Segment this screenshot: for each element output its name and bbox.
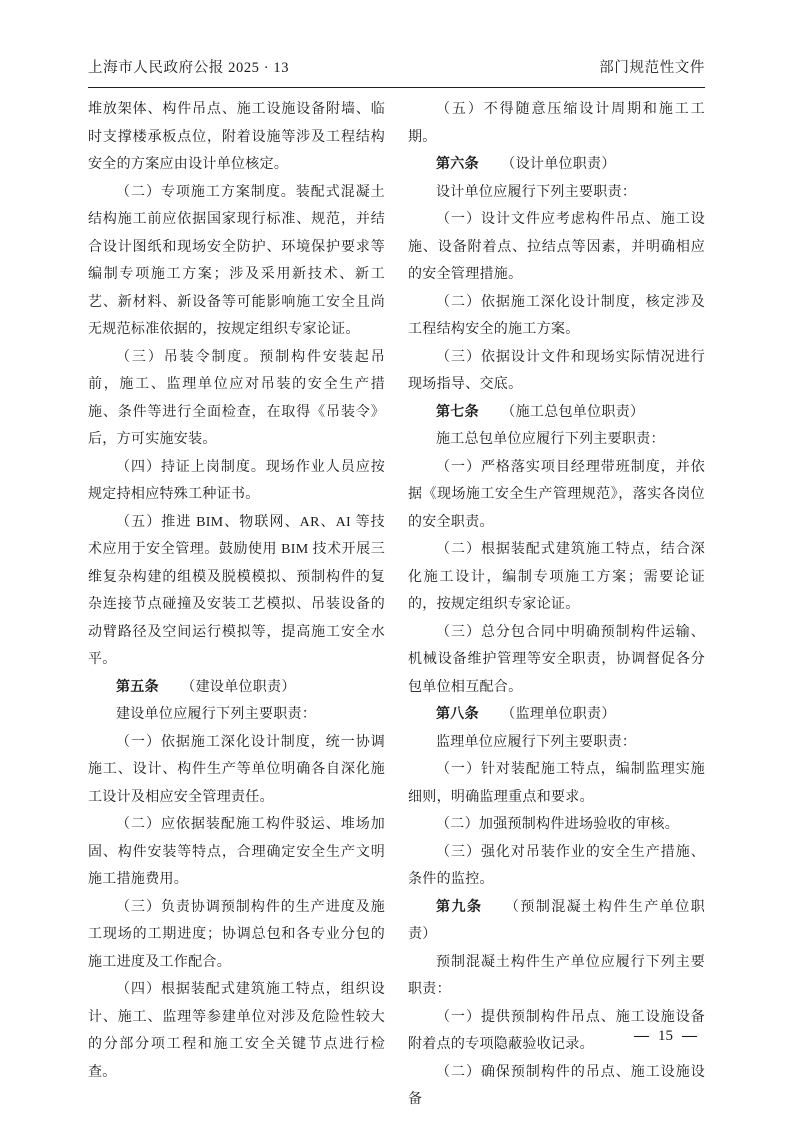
paragraph-text: （一）严格落实项目经理带班制度，并依据《现场施工安全生产管理规范》，落实各岗位的安全职责。 [408,459,705,530]
paragraph-text: （一）设计文件应考虑构件吊点、施工设施、设备附着点、拉结点等因素，并明确相应的安全管理措施。 [408,212,705,282]
paragraph [88,454,385,509]
paragraph-text: （四）持证上岗制度。现场作业人员应按规定持相应特殊工种证书。 [88,459,385,502]
paragraph [408,344,705,399]
paragraph [408,536,705,619]
paragraph-text: （四）根据装配式建筑施工特点，组织设计、施工、监理等参建单位对涉及危险性较大的分部分项工程和施工安全关键节点进行检查。 [88,982,385,1080]
paragraph [408,894,705,949]
paragraph-text: （五）推进 BIM、物联网、AR、AI 等技术应用于安全管理。鼓励使用 BIM 技术开展三维复杂构建的组模及脱模模拟、预制构件的复杂连接节点碰撞及安装工艺模拟、吊装设备的动臂路径及空间运行模拟等，提高施工安全水平。 [88,514,385,667]
paragraph [408,729,705,757]
paragraph [88,729,385,812]
paragraph-text: 监理单位应履行下列主要职责： [436,734,637,750]
paragraph-text: （三）总分包合同中明确预制构件运输、机械设备维护管理等安全职责，协调督促各分包单位相互配合。 [408,624,705,695]
paragraph-text: 建设单位应履行下列主要职责： [116,707,317,722]
paragraph-text: （建设单位职责） [181,679,296,695]
paragraph [408,839,705,894]
paragraph [408,206,705,289]
paragraph-text: （施工总包单位职责） [501,404,645,420]
page-number-dash-right: — [682,1028,697,1044]
paragraph [408,1059,705,1114]
column-left [88,96,385,1114]
column-right [408,96,705,1114]
paragraph-text: （设计单位职责） [501,157,616,172]
paragraph-text: 堆放架体、构件吊点、施工设施设备附墙、临时支撑楼承板点位，附着设施等涉及工程结构安全的方案应由设计单位核定。 [88,102,385,172]
paragraph [408,96,705,151]
paragraph-text: 预制混凝土构件生产单位应履行下列主要职责： [408,954,705,997]
paragraph [408,179,705,207]
document-body [88,96,705,1114]
paragraph-text: （一）提供预制构件吊点、施工设施设备附着点的专项隐蔽验收记录。 [408,1009,705,1052]
paragraph-text: （二）加强预制构件进场验收的审核。 [436,817,680,832]
page-number-dash-left: — [634,1028,649,1044]
paragraph-text: （三）负责协调预制构件的生产进度及施工现场的工期进度；协调总包和各专业分包的施工进度及工作配合。 [88,899,385,970]
paragraph-text: （二）根据装配式建筑施工特点，结合深化施工设计，编制专项施工方案；需要论证的，按规定组织专家论证。 [408,542,705,612]
paragraph [88,509,385,674]
paragraph [408,811,705,839]
paragraph-lead: 第六条 [436,157,479,172]
paragraph-lead: 第五条 [116,679,159,695]
paragraph-text: （预制混凝土构件生产单位职责） [408,899,705,942]
header-gazette-title: 上海市人民政府公报 2025 · 13 [88,60,290,76]
paragraph [408,289,705,344]
paragraph-text: 施工总包单位应履行下列主要职责： [436,432,665,447]
paragraph-text: （五）不得随意压缩设计周期和施工工期。 [408,102,705,145]
paragraph [88,894,385,977]
paragraph [88,811,385,894]
paragraph [408,454,705,537]
paragraph-lead: 第七条 [436,404,479,420]
paragraph-text: （一）针对装配施工特点，编制监理实施细则，明确监理重点和要求。 [408,762,705,805]
paragraph [408,701,705,729]
paragraph [408,399,705,427]
page-number-value: 15 [658,1028,673,1044]
paragraph [88,344,385,454]
paragraph [88,96,385,179]
paragraph [408,151,705,179]
paragraph-text: （二）依据施工深化设计制度，核定涉及工程结构安全的施工方案。 [408,294,705,337]
paragraph-lead: 第九条 [436,899,483,915]
paragraph-text: 设计单位应履行下列主要职责： [436,184,637,200]
paragraph [88,976,385,1086]
paragraph-lead: 第八条 [436,707,479,722]
header-section-label: 部门规范性文件 [599,60,705,76]
paragraph-text: （二）确保预制构件的吊点、施工设施设备 [408,1064,705,1107]
paragraph-text: （三）强化对吊装作业的安全生产措施、条件的监控。 [408,844,705,887]
paragraph [408,949,705,1004]
paragraph [408,619,705,702]
paragraph-text: （二）应依据装配施工构件驳运、堆场加固、构件安装等特点，合理确定安全生产文明施工措施费用。 [88,817,385,887]
paragraph [88,701,385,729]
paragraph-text: （三）依据设计文件和现场实际情况进行现场指导、交底。 [408,349,705,392]
paragraph-text: （三）吊装令制度。预制构件安装起吊前，施工、监理单位应对吊装的安全生产措施、条件等进行全面检查，在取得《吊装令》后，方可实施安装。 [88,349,385,447]
paragraph [88,179,385,344]
paragraph [88,674,385,702]
paragraph-text: （监理单位职责） [501,707,616,722]
page-number [618,1025,713,1047]
paragraph [408,426,705,454]
paragraph-text: （一）依据施工深化设计制度，统一协调施工、设计、构件生产等单位明确各自深化施工设计及相应安全管理责任。 [88,734,385,805]
paragraph [408,756,705,811]
paragraph-text: （二）专项施工方案制度。装配式混凝土结构施工前应依据国家现行标准、规范，并结合设计图纸和现场安全防护、环境保护要求等编制专项施工方案；涉及采用新技术、新工艺、新材料、新设备等可能影响施工安全且尚无规范标准依据的，按规定组织专家论证。 [88,184,385,337]
page-header [88,58,705,88]
